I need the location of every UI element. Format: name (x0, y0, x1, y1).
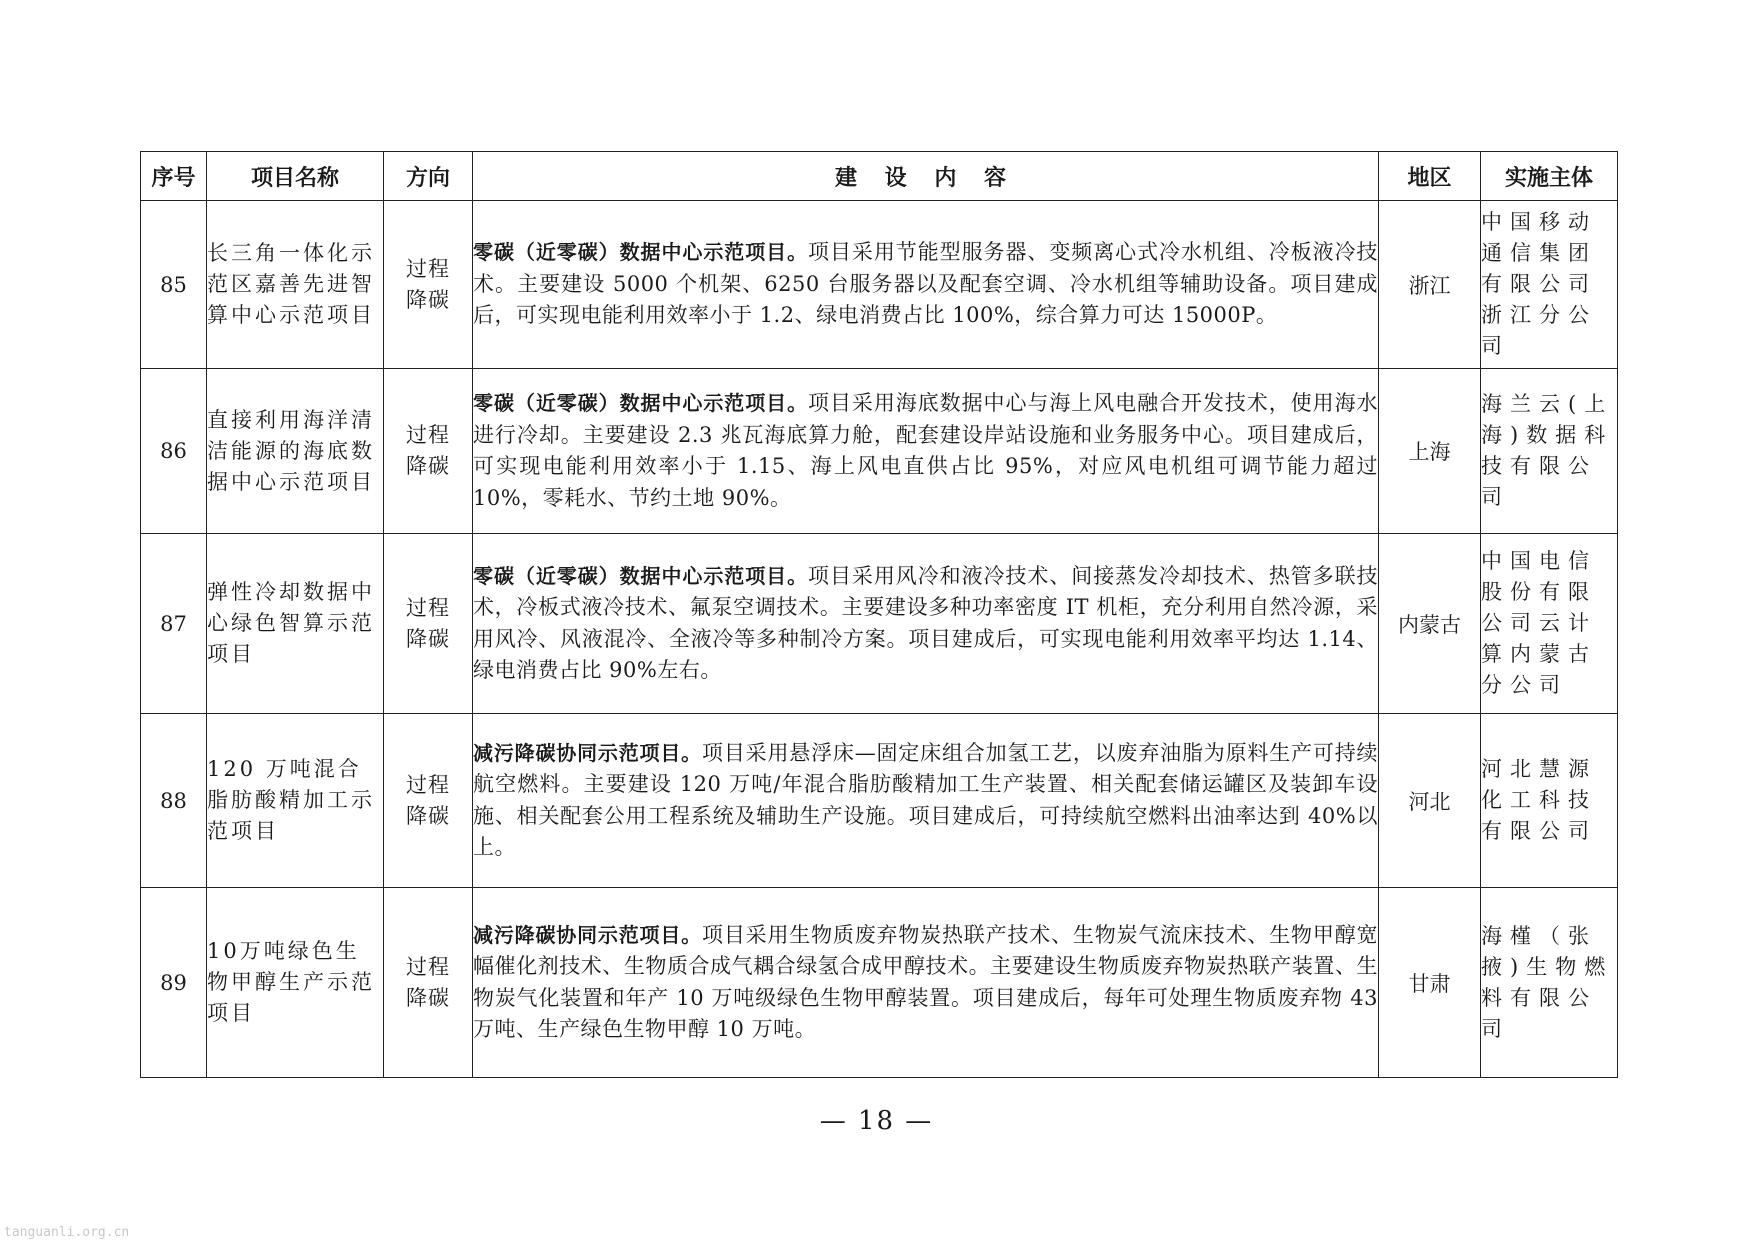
row-content-body: 项目采用海底数据中心与海上风电融合开发技术，使用海水进行冷却。主要建设 2.3 兆瓦海底算力舱，配套建设岸站设施和业务服务中心。项目建成后，可实现电能利用效率小于 1.15、海上风电直供占比 95%，对应风电机组可调节能力超过 10%，零耗水、节约土地 90%。 (473, 391, 1379, 510)
row-content-body: 项目采用悬浮床—固定床组合加氢工艺，以废弃油脂为原料生产可持续航空燃料。主要建设 120 万吨/年混合脂肪酸精加工生产装置、相关配套储运罐区及装卸车设施、相关配套公用工程系统及辅助生产设施。项目建成后，可持续航空燃料出油率达到 40%以上。 (473, 740, 1379, 859)
row-direction (384, 888, 473, 1078)
row-direction-text: 过程降碳 (406, 954, 450, 1010)
row-content-lead: 零碳（近零碳）数据中心示范项目。 (473, 391, 809, 415)
table-row (141, 201, 1618, 369)
row-content (473, 714, 1379, 888)
row-region: 内蒙古 (1379, 534, 1481, 714)
table-row (141, 534, 1618, 714)
project-table (140, 151, 1618, 1078)
row-content-lead: 零碳（近零碳）数据中心示范项目。 (473, 240, 809, 265)
row-region: 河北 (1379, 714, 1481, 888)
row-index: 87 (141, 534, 207, 714)
row-region: 甘肃 (1379, 888, 1481, 1078)
row-entity: 河北慧源化工科技有限公司 (1481, 714, 1618, 888)
table-header-row (141, 152, 1618, 201)
row-direction-text: 过程降碳 (406, 256, 450, 312)
row-content (473, 369, 1379, 534)
table-row (141, 714, 1618, 888)
row-content-body: 项目采用节能型服务器、变频离心式冷水机组、冷板液冷技术。主要建设 5000 个机架、6250 台服务器以及配套空调、冷水机组等辅助设备。项目建成后，可实现电能利用效率小于 1.2、绿电消费占比 100%，综合算力可达 15000P。 (473, 240, 1379, 328)
row-entity: 海兰云(上海)数据科技有限公司 (1481, 369, 1618, 534)
table-row (141, 888, 1618, 1078)
watermark: tanguanli.org.cn (4, 1225, 130, 1240)
table-row (141, 369, 1618, 534)
row-direction-text: 过程降碳 (406, 772, 450, 828)
row-direction (384, 369, 473, 534)
row-content-body: 项目采用生物质废弃物炭热联产技术、生物炭气流床技术、生物甲醇宽幅催化剂技术、生物质合成气耦合绿氢合成甲醇技术。主要建设生物质废弃物炭热联产装置、生物炭气化装置和年产 10 万吨级绿色生物甲醇装置。项目建成后，每年可处理生物质废弃物 43 万吨、生产绿色生物甲醇 10 万吨。 (473, 922, 1379, 1041)
row-region: 浙江 (1379, 201, 1481, 369)
header-direction: 方向 (384, 152, 473, 201)
row-content (473, 534, 1379, 714)
row-project-name: 弹性冷却数据中心绿色智算示范项目 (207, 534, 384, 714)
row-entity: 中国移动通信集团有限公司浙江分公司 (1481, 201, 1618, 369)
row-region: 上海 (1379, 369, 1481, 534)
row-content (473, 888, 1379, 1078)
row-content-lead: 减污降碳协同示范项目。 (473, 740, 702, 765)
row-project-name: 直接利用海洋清洁能源的海底数据中心示范项目 (207, 369, 384, 534)
row-index: 86 (141, 369, 207, 534)
header-entity: 实施主体 (1481, 152, 1618, 201)
header-region: 地区 (1379, 152, 1481, 201)
row-direction-text: 过程降碳 (406, 595, 450, 651)
row-project-name: 长三角一体化示范区嘉善先进智算中心示范项目 (207, 201, 384, 369)
row-entity: 中国电信股份有限公司云计算内蒙古分公司 (1481, 534, 1618, 714)
row-direction (384, 714, 473, 888)
row-project-name: 120 万吨混合脂肪酸精加工示范项目 (207, 714, 384, 888)
row-index: 88 (141, 714, 207, 888)
row-content-lead: 零碳（近零碳）数据中心示范项目。 (473, 563, 809, 588)
page-number: — 18 — (819, 1106, 934, 1136)
row-direction (384, 534, 473, 714)
row-index: 89 (141, 888, 207, 1078)
header-index: 序号 (141, 152, 207, 201)
row-direction (384, 201, 473, 369)
row-entity: 海槿（张掖)生物燃料有限公司 (1481, 888, 1618, 1078)
header-project-name: 项目名称 (207, 152, 384, 201)
row-project-name: 10万吨绿色生物甲醇生产示范项目 (207, 888, 384, 1078)
row-direction-text: 过程降碳 (406, 423, 450, 478)
row-content-body: 项目采用风冷和液冷技术、间接蒸发冷却技术、热管多联技术，冷板式液冷技术、氟泵空调技术。主要建设多种功率密度 IT 机柜，充分利用自然冷源，采用风冷、风液混冷、全液冷等多种制冷方案。项目建成后，可实现电能利用效率平均达 1.14、绿电消费占比 90%左右。 (473, 563, 1379, 682)
row-index: 85 (141, 201, 207, 369)
row-content (473, 201, 1379, 369)
row-content-lead: 减污降碳协同示范项目。 (473, 922, 702, 947)
header-content: 建 设 内 容 (473, 152, 1379, 201)
